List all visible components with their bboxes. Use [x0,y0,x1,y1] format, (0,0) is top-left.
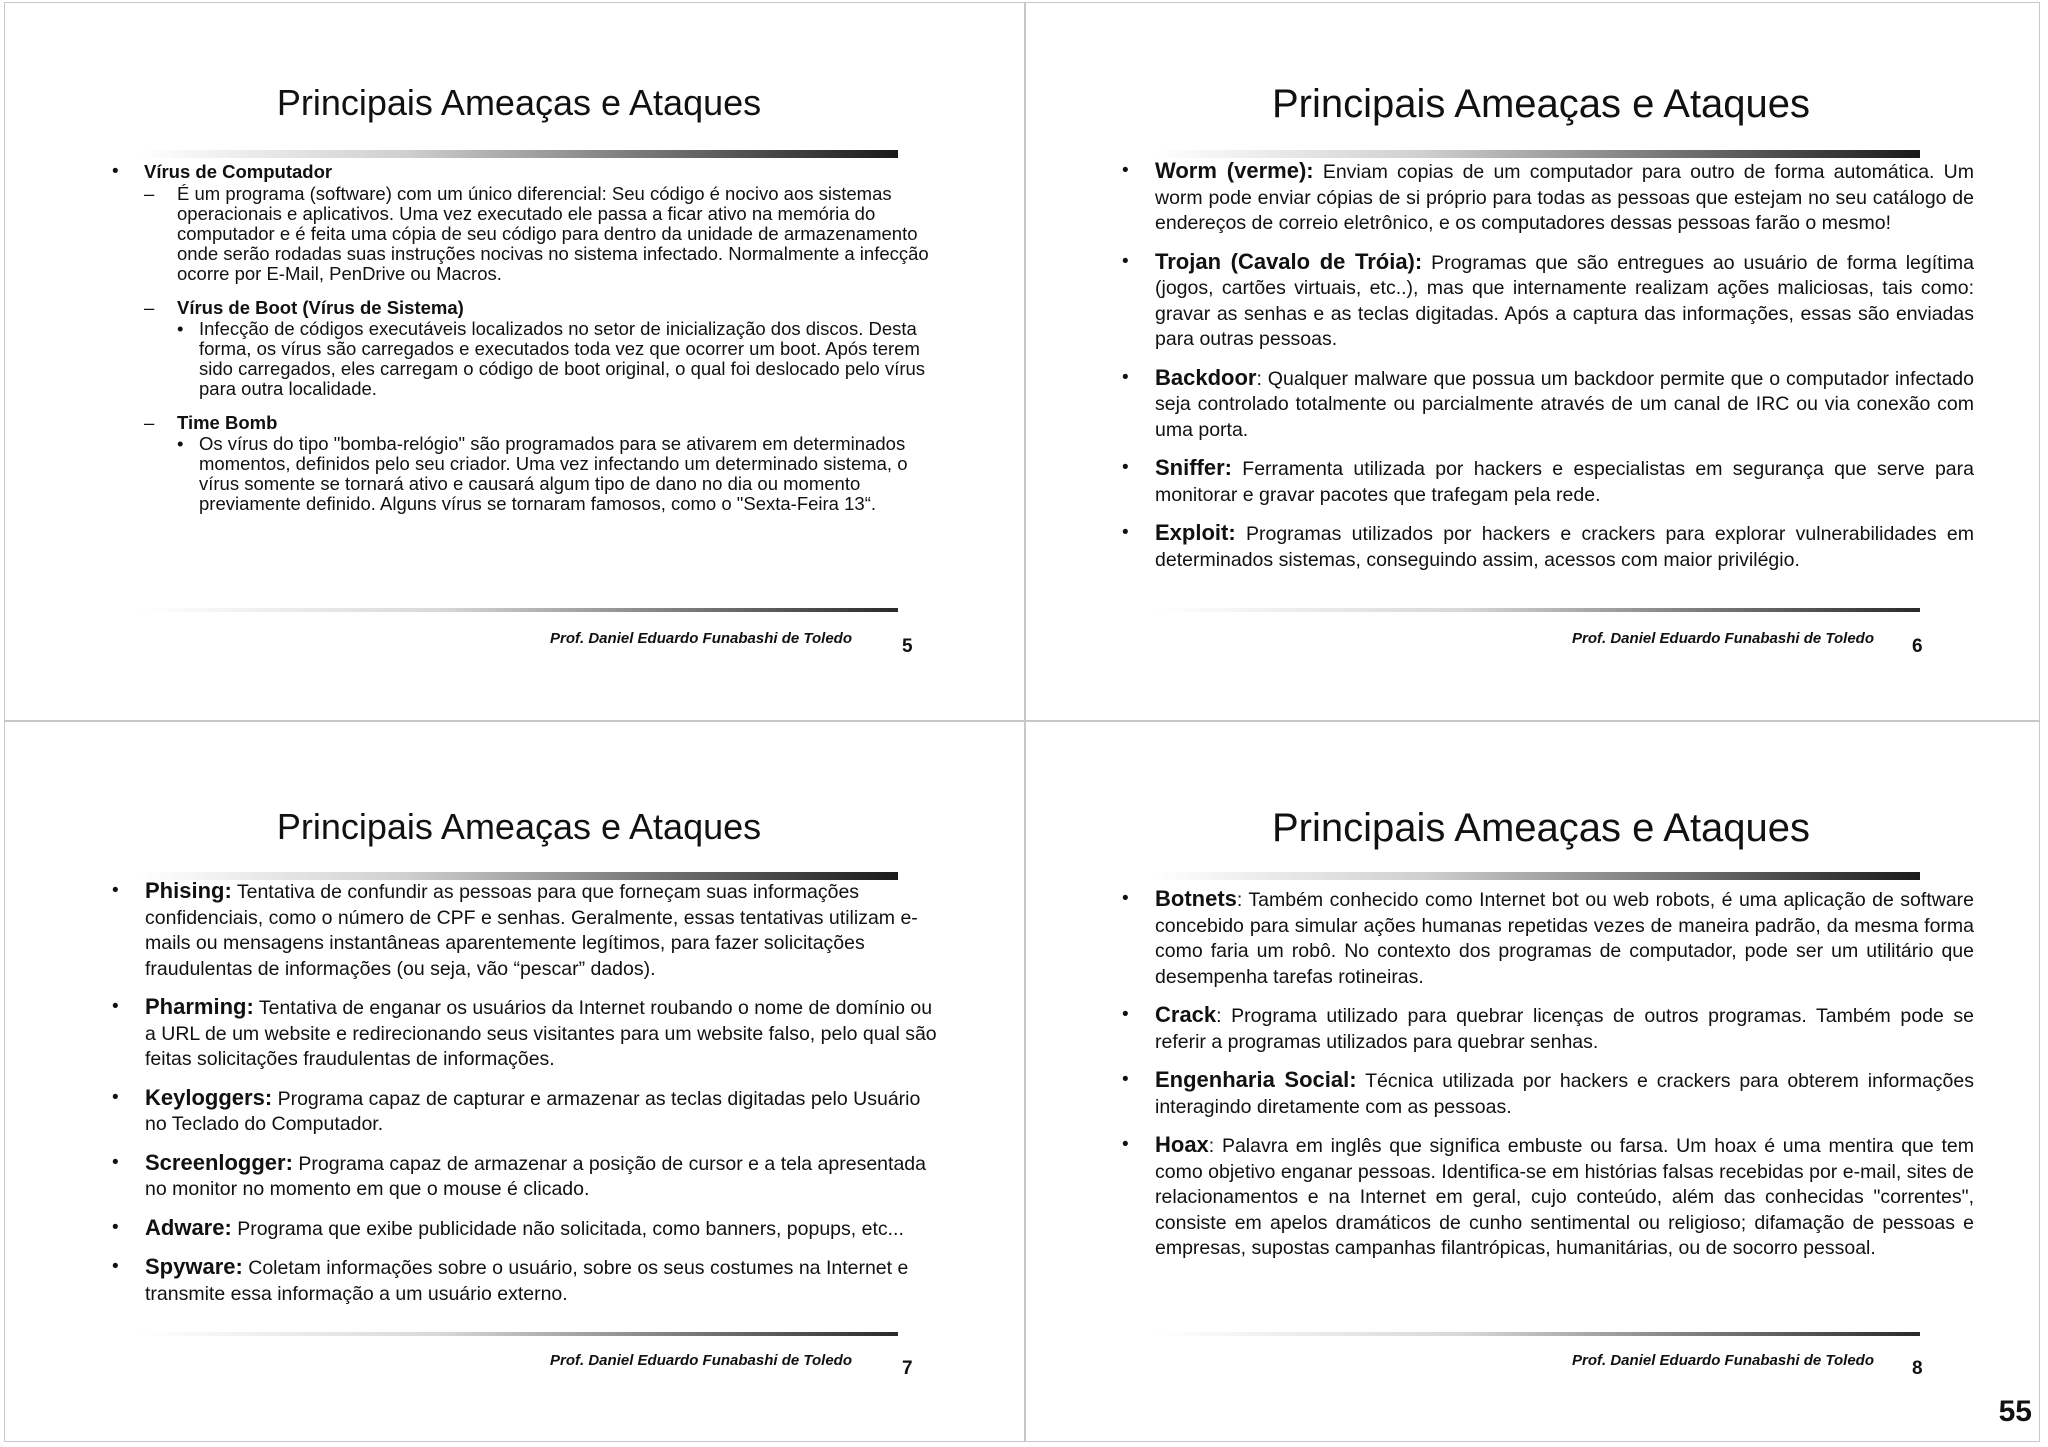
slide-content [1122,886,1974,1274]
term-description: Programa que exibe publicidade não solicitada, como banners, popups, etc... [231,1217,904,1240]
slide-7 [4,722,1024,1440]
term-label: Trojan (Cavalo de Tróia): [1155,248,1423,274]
footer-author: Prof. Daniel Eduardo Funabashi de Toledo [1572,630,1874,647]
definition-item [144,184,942,284]
term-description: Enviam copias de um computador para outro de forma automática. Um worm pode enviar cópias de si próprio para todas as pessoas que estejam no seu catálogo de endereços de correio eletrônico, e os computadores dessas pessoas farão o mesmo! [1155,161,1974,234]
list-item [1122,249,1974,353]
term-label: Crack [1155,1002,1217,1027]
term-label: Phising: [145,878,232,903]
term-label: Adware: [145,1214,232,1240]
term-label: Spyware: [145,1254,243,1279]
title-underline-bar [1154,872,1920,880]
bullet-list [1122,158,1974,573]
term-description: : Também conhecido como Internet bot ou web robots, é uma aplicação de software concebido para simular ações humanas repetidas vezes de maneira padrão, da mesma forma como faria um robô. No contexto dos programas de computador, pode ser um utilitário que desempenha tarefas rotineiras. [1155,889,1974,988]
list-item [1122,158,1974,237]
list-item [112,1085,942,1138]
slide-title: Principais Ameaças e Ataques [1271,806,1811,850]
list-item [112,1254,942,1307]
sheet-page-number: 55 [1998,1395,2032,1428]
slide-content [1122,158,1974,585]
definition-text: É um programa (software) com um único diferencial: Seu código é nocivo aos sistemas operacionais e aplicativos. Uma vez executado ele passa a ficar ativo na memória do computador e é feita uma cópia de seu código para dentro da unidade de armazenamento onde serão rodadas suas instruções nocivas no sistema infectado. Normalmente a infecção ocorre por E-Mail, PenDrive ou Macros. [177,183,929,284]
list-item [112,878,942,982]
list-item [1122,455,1974,508]
list-item [1122,1002,1974,1055]
footer-bar [138,1332,898,1336]
slide-content [112,878,942,1319]
list-item [112,1150,942,1203]
sub-item-boot [144,298,942,399]
page-number: 7 [902,1358,913,1379]
footer-author: Prof. Daniel Eduardo Funabashi de Toledo [550,630,852,647]
term-description: Tentativa de confundir as pessoas para que forneçam suas informações confidenciais, como o número de CPF e senhas. Geralmente, essas tentativas utilizam e-mails ou mensagens instantâneas aparentemente legítimos, para fazer solicitações fraudulentas de informações (ou seja, vão “pescar” dados). [145,881,918,980]
bullet-list [112,878,942,1307]
term-label: Screenlogger: [145,1149,293,1175]
term-label: Pharming: [145,994,254,1019]
slide-6 [1026,2,2046,720]
bullet-list [1122,886,1974,1262]
page-number: 6 [1912,636,1923,657]
title-underline-bar [1154,150,1920,158]
page-number: 5 [902,636,913,657]
term-description: Técnica utilizada por hackers e crackers para obterem informações interagindo diretamente com as pessoas. [1155,1070,1974,1118]
slide-content [112,162,942,528]
term-label: Exploit: [1155,520,1236,545]
term-label: Worm (verme): [1155,158,1314,183]
term-description: : Qualquer malware que possua um backdoor permite que o computador infectado seja controlado totalmente ou parcialmente através de um canal de IRC ou via conexão com uma porta. [1155,367,1974,441]
term-label: Sniffer: [1155,455,1232,480]
term-description: Tentativa de enganar os usuários da Internet roubando o nome de domínio ou a URL de um website e redirecionando seus visitantes para um website falso, pelo qual são feitas solicitações fraudulentas de informações. [145,997,937,1070]
sub-heading: – Time Bomb [177,412,278,433]
footer-bar [1154,608,1920,612]
bullet-heading: • Vírus de Computador [144,161,333,182]
list-item [1122,886,1974,990]
title-underline-bar [138,150,898,158]
sub-heading: – Vírus de Boot (Vírus de Sistema) [177,297,464,318]
slide-8 [1026,722,2046,1440]
footer-author: Prof. Daniel Eduardo Funabashi de Toledo [550,1352,852,1369]
footer-author: Prof. Daniel Eduardo Funabashi de Toledo [1572,1352,1874,1369]
term-description: Ferramenta utilizada por hackers e especialistas em segurança que serve para monitorar e gravar pacotes que trafegam pela rede. [1155,458,1974,506]
sub-item-timebomb [144,413,942,514]
term-description: Programas utilizados por hackers e crackers para explorar vulnerabilidades em determinados sistemas, conseguindo assim, acessos com maior privilégio. [1155,523,1974,571]
footer-bar [1154,1332,1920,1336]
list-item [112,994,942,1073]
slide-title: Principais Ameaças e Ataques [276,806,762,847]
sub-text: • Infecção de códigos executáveis localizados no setor de inicialização dos discos. Desta forma, os vírus são carregados e executados toda vez que ocorrer um boot. Após terem sido carregados, eles carregam o código de boot original, o qual foi deslocado pelo vírus para outra localidade. [177,319,942,399]
list-item [1122,365,1974,444]
term-description: : Programa utilizado para quebrar licenças de outros programas. Também pode se referir a programas utilizados para quebrar senhas. [1155,1005,1974,1053]
sub-text: • Os vírus do tipo "bomba-relógio" são programados para se ativarem em determinados momentos, definidos pelo seu criador. Uma vez infectando um determinado sistema, o vírus somente se tornará ativo e causará algum tipo de dano no dia ou momento previamente definido. Alguns vírus se tornaram famosos, como o "Sexta-Feira 13“. [177,434,942,514]
list-item [1122,520,1974,573]
bullet-list [112,162,942,514]
term-description: Coletam informações sobre o usuário, sobre os seus costumes na Internet e transmite essa informação a um usuário externo. [145,1257,909,1305]
term-label: Backdoor [1155,364,1257,390]
term-label: Botnets [1155,886,1237,911]
footer-bar [138,608,898,612]
slide-title: Principais Ameaças e Ataques [276,82,762,123]
slide-title: Principais Ameaças e Ataques [1271,82,1811,126]
slide-5 [4,2,1024,720]
page-number: 8 [1912,1358,1923,1379]
term-label: Engenharia Social: [1155,1067,1357,1092]
list-item [1122,1132,1974,1262]
term-description: : Palavra em inglês que significa embuste ou farsa. Um hoax é uma mentira que tem como objetivo enganar pessoas. Identifica-se em histórias falsas recebidas por e-mail, sites de relacionamentos e na Internet em geral, cujo conteúdo, além das conhecidas "correntes", consiste em apelos dramáticos de cunho sentimental ou religioso; difamação de pessoas e empresas, supostas campanhas filantrópicas, humanitárias, ou de socorro pessoal. [1155,1135,1974,1259]
term-description: Programa capaz de capturar e armazenar as teclas digitadas pelo Usuário no Teclado do Computador. [145,1087,921,1135]
term-description: Programas que são entregues ao usuário de forma legítima (jogos, cartões virtuais, etc..), mas que internamente realizam ações maliciosas, tais como: gravar as senhas e as teclas digitadas. Após a captura das informações, essas são enviadas para outras pessoas. [1155,251,1974,350]
term-label: Hoax [1155,1132,1209,1157]
term-description: Programa capaz de armazenar a posição de cursor e a tela apresentada no monitor no momento em que o mouse é clicado. [145,1152,926,1200]
list-item [1122,1067,1974,1120]
list-item [112,162,942,514]
list-item [112,1215,942,1243]
term-label: Keyloggers: [145,1084,273,1110]
